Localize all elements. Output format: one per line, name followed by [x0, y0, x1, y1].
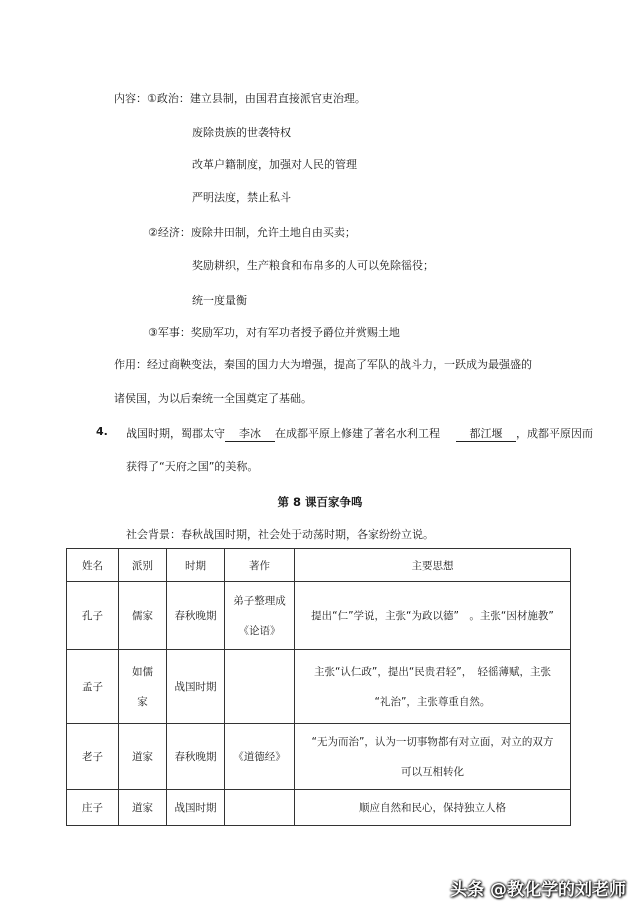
- question-line-1: [126, 425, 593, 442]
- social-background: 社会背景：春秋战国时期，社会处于动荡时期，各家纷纷立说。: [126, 528, 434, 541]
- cell-name: 孔子: [67, 582, 119, 650]
- answer-dujiangyan: 都江堰: [456, 427, 516, 442]
- content-line-6: 奖励耕织，生产粮食和布帛多的人可以免除徭役；: [192, 259, 434, 272]
- table-header-row: [67, 549, 571, 582]
- header-period: 时期: [167, 549, 225, 582]
- cell-work: [225, 790, 295, 826]
- effect-line-2: 诸侯国，为以后秦统一全国奠定了基础。: [114, 392, 312, 405]
- cell-thought: [295, 724, 571, 790]
- lesson-title: 第 8 课百家争鸣: [277, 495, 363, 509]
- table-row: [67, 724, 571, 790]
- question-line-2: 获得了“天府之国”的美称。: [126, 460, 259, 473]
- philosophers-table: [66, 548, 571, 826]
- cell-thought: [295, 582, 571, 650]
- header-name: 姓名: [67, 549, 119, 582]
- cell-work-line: 《论语》: [238, 624, 281, 637]
- cell-thought: 顺应自然和民心，保持独立人格: [295, 790, 571, 826]
- cell-school-line: 家: [137, 695, 148, 708]
- table-row: [67, 650, 571, 724]
- cell-name: 老子: [67, 724, 119, 790]
- cell-thought: [295, 650, 571, 724]
- cell-school: 儒家: [119, 582, 167, 650]
- q4-text-3: ，成都平原因而: [516, 427, 593, 440]
- content-line-politics: 内容：①政治：建立县制，由国君直接派官吏治理。: [114, 92, 366, 105]
- cell-thought-line: 主张“认仁政”，提出“民贵君轻”， 轻徭薄赋，主张: [313, 665, 551, 678]
- content-line-7: 统一度量衡: [192, 294, 247, 307]
- header-thought: 主要思想: [295, 549, 571, 582]
- table-row: [67, 582, 571, 650]
- effect-line-1: 作用：经过商鞅变法，秦国的国力大为增强，提高了军队的战斗力，一跃成为最强盛的: [114, 358, 532, 371]
- cell-work: [225, 582, 295, 650]
- header-work: 著作: [225, 549, 295, 582]
- cell-work: [225, 650, 295, 724]
- content-line-4: 严明法度，禁止私斗: [192, 191, 291, 204]
- cell-work: 《道德经》: [225, 724, 295, 790]
- table-row: [67, 790, 571, 826]
- cell-period: 战国时期: [167, 650, 225, 724]
- cell-name: 孟子: [67, 650, 119, 724]
- cell-school-line: 如儒: [132, 665, 153, 678]
- content-line-2: 废除贵族的世袭特权: [192, 126, 291, 139]
- cell-school: 道家: [119, 724, 167, 790]
- watermark: 头条 @教化学的刘老师: [450, 880, 626, 900]
- cell-thought-line: 提出“仁”学说，主张“为政以德” 。主张“因材施教”: [311, 609, 554, 622]
- question-number: 4.: [96, 425, 108, 438]
- cell-thought-line: “无为而治”，认为一切事物都有对立面，对立的双方: [311, 735, 554, 748]
- cell-thought-line: 可以互相转化: [401, 765, 464, 778]
- content-line-3: 改革户籍制度，加强对人民的管理: [192, 158, 357, 171]
- cell-period: 春秋晚期: [167, 724, 225, 790]
- answer-li-bing: 李冰: [225, 427, 275, 442]
- cell-name: 庄子: [67, 790, 119, 826]
- q4-text-2: 在成都平原上修建了著名水利工程: [275, 427, 440, 440]
- cell-work-line: 弟子整理成: [233, 594, 286, 607]
- cell-thought-line: “礼治”，主张尊重自然。: [374, 695, 491, 708]
- q4-text-1: 战国时期，蜀郡太守: [126, 427, 225, 440]
- cell-school: [119, 650, 167, 724]
- header-school: 派别: [119, 549, 167, 582]
- content-line-military: ③军事：奖励军功，对有军功者授予爵位并赏赐土地: [148, 326, 400, 339]
- cell-period: 春秋晚期: [167, 582, 225, 650]
- content-line-economy: ②经济：废除井田制，允许土地自由买卖；: [148, 226, 356, 239]
- cell-school: 道家: [119, 790, 167, 826]
- cell-period: 战国时期: [167, 790, 225, 826]
